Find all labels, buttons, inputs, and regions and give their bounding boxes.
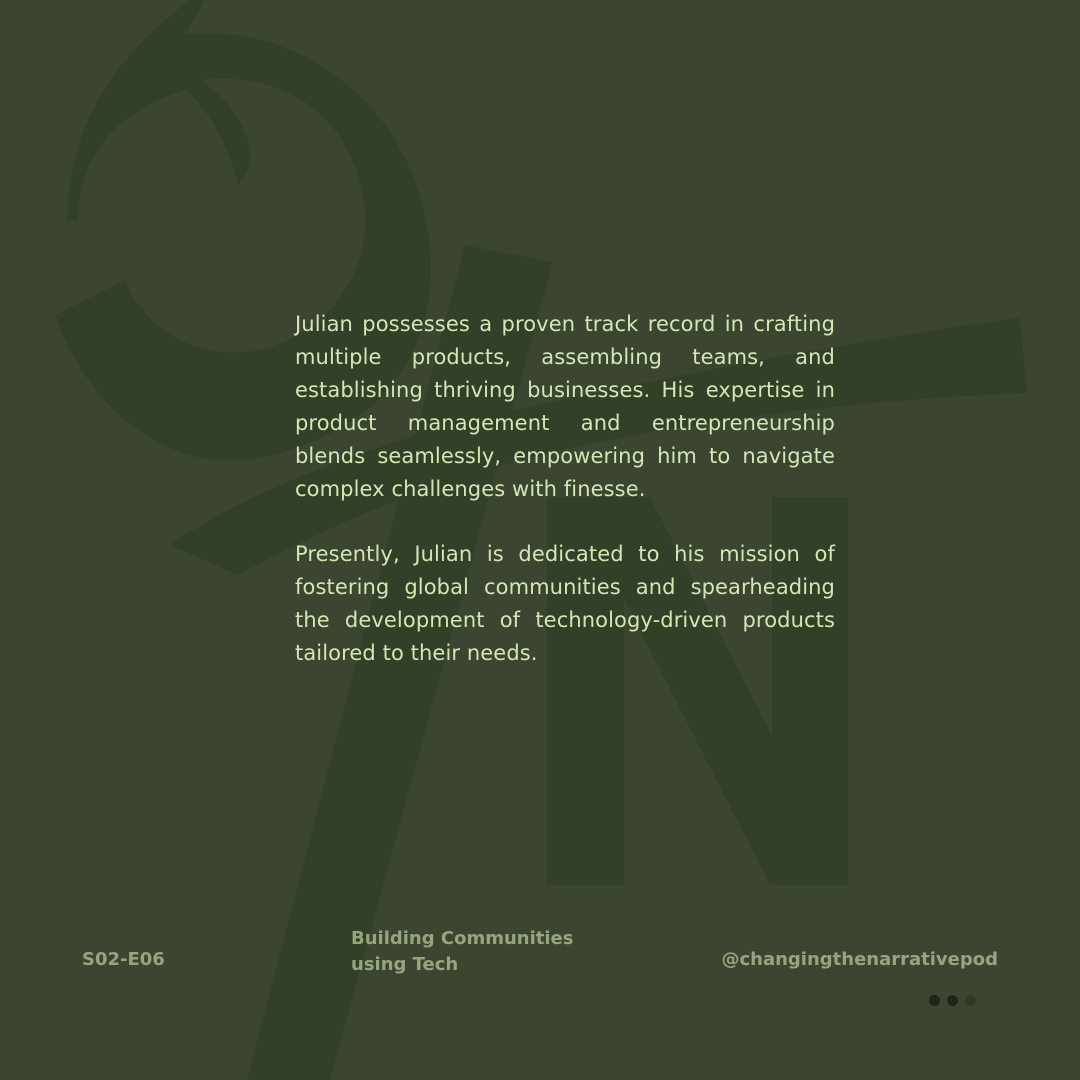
episode-topic <box>351 926 591 978</box>
pagination-dots <box>929 995 976 1006</box>
episode-topic-line: Building Communities <box>351 928 574 949</box>
episode-topic-line: using Tech <box>351 954 459 975</box>
bio-paragraph: Presently, Julian is dedicated to his mission of fostering global communities and spearheading the development of technology-driven products tailored to their needs. <box>295 542 835 665</box>
pagination-dot <box>929 995 940 1006</box>
pagination-dot <box>965 995 976 1006</box>
episode-code: S02-E06 <box>82 949 165 970</box>
pagination-dot <box>947 995 958 1006</box>
bio-paragraph: Julian possesses a proven track record in crafting multiple products, assembling teams, and establishing thriving businesses. His expertise in product management and entrepreneurship blends seamlessly, empowering him to navigate complex challenges with finesse. <box>295 312 835 501</box>
social-handle: @changingthenarrativepod <box>721 949 998 970</box>
speaker-bio <box>295 308 835 702</box>
